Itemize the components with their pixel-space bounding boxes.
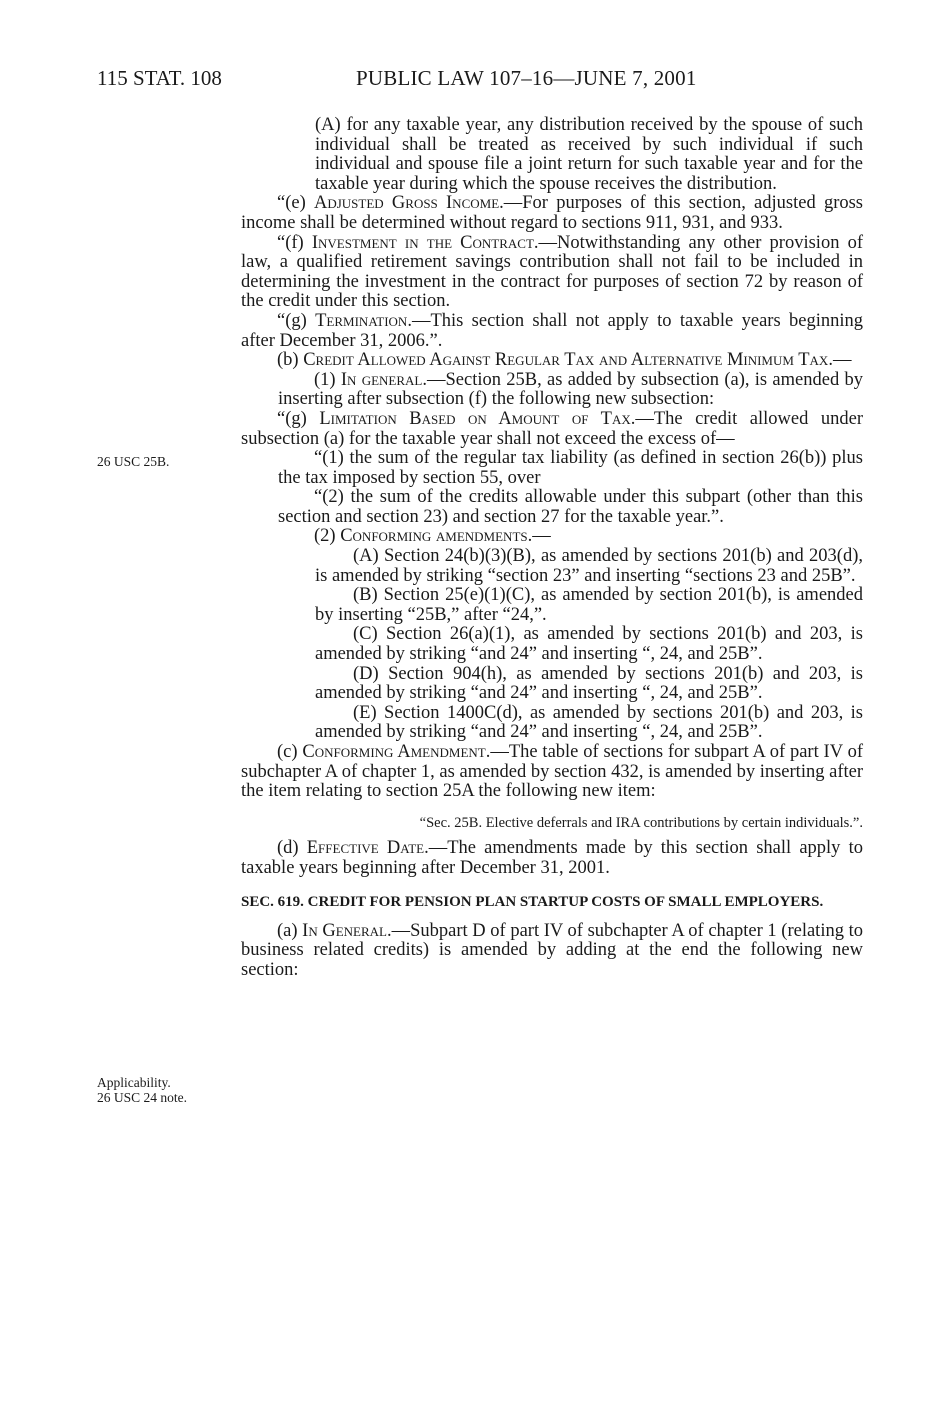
law-title: PUBLIC LAW 107–16—JUNE 7, 2001 bbox=[356, 66, 697, 90]
paragraph: (C) Section 26(a)(1), as amended by sections 201(b) and 203, is amended by striking “and 24” and inserting “, 24, and 25B”. bbox=[315, 624, 863, 665]
paragraph-text: .—This section shall not apply to taxable years beginning after December 31, 2006.”. bbox=[241, 310, 863, 351]
paragraph-b1 bbox=[241, 371, 863, 410]
section-heading: SEC. 619. CREDIT FOR PENSION PLAN STARTUP COSTS OF SMALL EMPLOYERS. bbox=[241, 893, 824, 910]
paragraph-lead: (a) bbox=[277, 920, 303, 941]
paragraph-lead: “(g) bbox=[277, 408, 320, 429]
margin-note-usc-24-note: 26 USC 24 note. bbox=[97, 1090, 188, 1105]
stat-page-number: 115 STAT. 108 bbox=[97, 66, 222, 90]
paragraph-heading: In general bbox=[340, 369, 423, 390]
paragraph-lead: “(e) bbox=[277, 193, 314, 214]
paragraph-text: .—The table of sections for subpart A of part IV of subchapter A of chapter 1, as amended by section 432, is amended by inserting after the item relating to section 25A the following new item: bbox=[241, 742, 863, 802]
paragraph-lead: (1) bbox=[314, 369, 341, 390]
paragraph-heading: Conforming Amendment bbox=[302, 742, 486, 762]
paragraph: (B) Section 25(e)(1)(C), as amended by section 201(b), is amended by inserting “25B,” after “24,”. bbox=[315, 585, 863, 625]
page-header bbox=[97, 66, 860, 94]
margin-note-applicability: Applicability. bbox=[97, 1075, 171, 1090]
paragraph: (A) for any taxable year, any distribution received by the spouse of such individual shall be treated as received by such individual if such individual and spouse file a joint return for such taxable year and for the taxable year during which the spouse receives the distribution. bbox=[315, 115, 863, 194]
paragraph-text: .— bbox=[527, 526, 551, 547]
paragraph-lead: (c) bbox=[277, 742, 303, 762]
paragraph-e bbox=[241, 194, 863, 233]
paragraph: (D) Section 904(h), as amended by sections 201(b) and 203, is amended by striking “and 24” and inserting “, 24, and 25B”. bbox=[315, 663, 863, 704]
paragraph-text: .—Section 25B, as added by subsection (a), is amended by inserting after subsection (f) the following new subsection: bbox=[278, 369, 863, 410]
document-body bbox=[241, 116, 863, 980]
paragraph-lead: “(f) bbox=[277, 232, 312, 253]
paragraph-text: .—The amendments made by this section shall apply to taxable years beginning after December 31, 2001. bbox=[241, 838, 863, 878]
paragraph-text: .—The credit allowed under subsection (a) for the taxable year shall not exceed the excess of— bbox=[241, 408, 863, 449]
paragraph-b bbox=[241, 351, 863, 371]
paragraph-g-limitation bbox=[241, 410, 863, 449]
paragraph-heading: Termination bbox=[315, 310, 408, 331]
paragraph-lead: “(g) bbox=[277, 310, 316, 331]
margin-note-usc-25b: 26 USC 25B. bbox=[97, 454, 170, 469]
paragraph-heading: Credit Allowed Against Regular Tax and Alternative Minimum Tax bbox=[303, 350, 829, 371]
paragraph-lead: (2) bbox=[314, 526, 341, 547]
paragraph-text: .—For purposes of this section, adjusted gross income shall be determined without regard to sections 911, 931, and 933. bbox=[241, 193, 863, 233]
paragraph-a bbox=[241, 922, 863, 981]
paragraph-b2 bbox=[241, 527, 863, 547]
paragraph-heading: Effective Date bbox=[306, 838, 425, 859]
paragraph-text: .— bbox=[828, 350, 852, 371]
paragraph-heading: Investment in the Contract bbox=[311, 232, 534, 253]
table-of-sections-item: “Sec. 25B. Elective deferrals and IRA contributions by certain individuals.”. bbox=[419, 814, 863, 831]
paragraph-c bbox=[241, 743, 863, 802]
paragraph-lead: (d) bbox=[277, 838, 307, 859]
paragraph-text: .—Notwithstanding any other provision of law, a qualified retirement savings contribution shall not fail to be included in determining the investment in the contract for purposes of section 72 by reason of the credit under this section. bbox=[241, 232, 864, 312]
paragraph-heading: In General bbox=[302, 920, 387, 941]
paragraph-f bbox=[241, 234, 863, 312]
paragraph-heading: Adjusted Gross Income bbox=[313, 193, 500, 214]
paragraph: (A) Section 24(b)(3)(B), as amended by sections 201(b) and 203(d), is amended by striking “section 23” and inserting “sections 23 and 25B”. bbox=[315, 546, 863, 586]
paragraph: “(1) the sum of the regular tax liability (as defined in section 26(b)) plus the tax imposed by section 55, over bbox=[278, 448, 863, 488]
paragraph-g bbox=[241, 312, 863, 351]
paragraph-text: .—Subpart D of part IV of subchapter A of chapter 1 (relating to business related credits) is amended by adding at the end the following new section: bbox=[241, 920, 863, 980]
paragraph-lead: (b) bbox=[277, 350, 304, 371]
paragraph-heading: Conforming amendments bbox=[340, 526, 528, 547]
paragraph-heading: Limitation Based on Amount of Tax bbox=[319, 408, 631, 429]
paragraph: “(2) the sum of the credits allowable under this subpart (other than this section and section 23) and section 27 for the taxable year.”. bbox=[278, 487, 863, 527]
paragraph: (E) Section 1400C(d), as amended by sections 201(b) and 203, is amended by striking “and 24” and inserting “, 24, and 25B”. bbox=[315, 702, 863, 743]
paragraph-d bbox=[241, 839, 863, 878]
